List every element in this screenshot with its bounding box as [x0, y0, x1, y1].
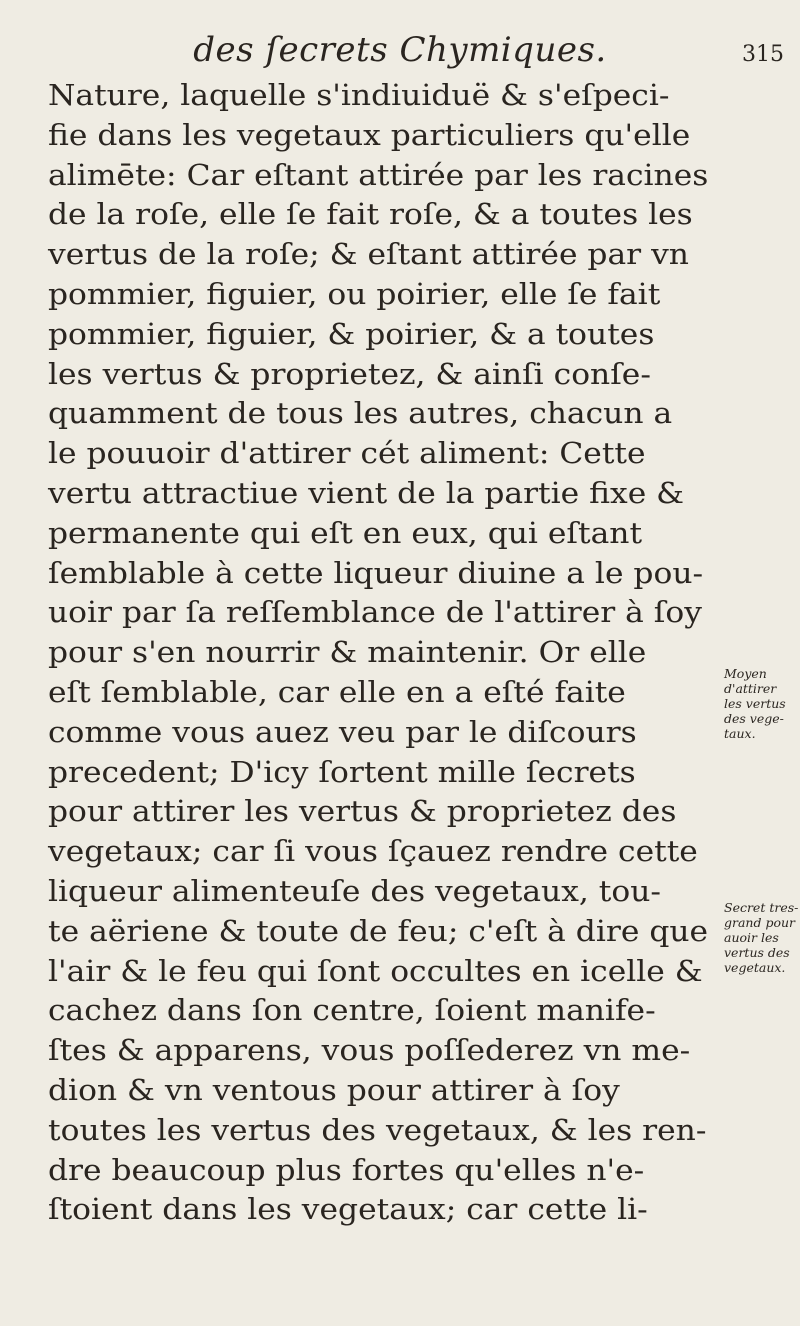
- text-line: Nature, laquelle s'indiuiduë & s'eſpeci-: [48, 78, 670, 112]
- text-line: toutes les vertus des vegetaux, & les ren-: [48, 1112, 707, 1147]
- text-line: vegetaux; car ſi vous ſçauez rendre cette: [48, 834, 698, 869]
- text-line: pommier, figuier, & poirier, & a toutes: [48, 316, 655, 351]
- text-line: vertus de la roſe; & eſtant attirée par vn: [48, 237, 689, 272]
- margin-note-line: taux.: [724, 726, 756, 741]
- page-number: 315: [742, 42, 784, 67]
- text-line: comme vous auez veu par le diſcours: [48, 714, 637, 749]
- text-line: l'air & le feu qui ſont occultes en icelle &: [48, 953, 703, 988]
- text-line: vertu attractiue vient de la partie fixe &: [48, 475, 685, 510]
- text-line: eſt ſemblable, car elle en a eſté faite: [48, 674, 626, 709]
- margin-note-line: vertus des: [724, 945, 790, 960]
- text-line: de la roſe, elle ſe fait roſe, & a toutes les: [48, 197, 693, 232]
- text-line: ſemblable à cette liqueur diuine a le pou-: [48, 555, 704, 590]
- margin-note-line: les vertus: [724, 696, 786, 711]
- text-line: le pouuoir d'attirer cét aliment: Cette: [48, 436, 646, 471]
- margin-note-line: d'attirer: [724, 681, 777, 696]
- margin-note-line: grand pour: [724, 915, 796, 930]
- text-line: liqueur alimenteuſe des vegetaux, tou-: [48, 873, 662, 908]
- margin-note-line: des vege-: [724, 711, 784, 726]
- text-line: ſtoient dans les vegetaux; car cette li-: [48, 1192, 648, 1227]
- text-line: ſtes & apparens, vous poſſederez vn me-: [48, 1033, 691, 1068]
- running-title: des ſecrets Chymiques.: [193, 30, 607, 70]
- margin-note-moyen: [724, 666, 796, 741]
- text-line: cachez dans ſon centre, ſoient manife-: [48, 993, 656, 1028]
- text-line: pour s'en nourrir & maintenir. Or elle: [48, 635, 647, 670]
- text-line: pour attirer les vertus & proprietez des: [48, 794, 677, 829]
- text-line: quamment de tous les autres, chacun a: [48, 396, 673, 431]
- text-line: dion & vn ventous pour attirer à ſoy: [48, 1072, 620, 1107]
- text-line: uoir par ſa reſſemblance de l'attirer à ſoy: [48, 595, 702, 630]
- margin-note-line: Secret tres-: [724, 900, 799, 915]
- margin-note-line: vegetaux.: [724, 960, 786, 975]
- text-line: te aëriene & toute de feu; c'eſt à dire que: [48, 913, 709, 948]
- margin-note-secret: [724, 900, 799, 975]
- body-text: [48, 76, 720, 1230]
- text-line: fie dans les vegetaux particuliers qu'elle: [48, 117, 691, 152]
- text-line: dre beaucoup plus fortes qu'elles n'e-: [48, 1152, 645, 1187]
- text-line: permanente qui eſt en eux, qui eſtant: [48, 515, 643, 550]
- text-line: pommier, figuier, ou poirier, elle ſe fait: [48, 276, 661, 311]
- margin-note-line: auoir les: [724, 930, 779, 945]
- text-line: alimēte: Car eſtant attirée par les racines: [48, 157, 709, 192]
- text-line: les vertus & proprietez, & ainſi conſe-: [48, 356, 651, 391]
- text-line: precedent; D'icy ſortent mille ſecrets: [48, 754, 636, 789]
- margin-note-line: Moyen: [724, 666, 767, 681]
